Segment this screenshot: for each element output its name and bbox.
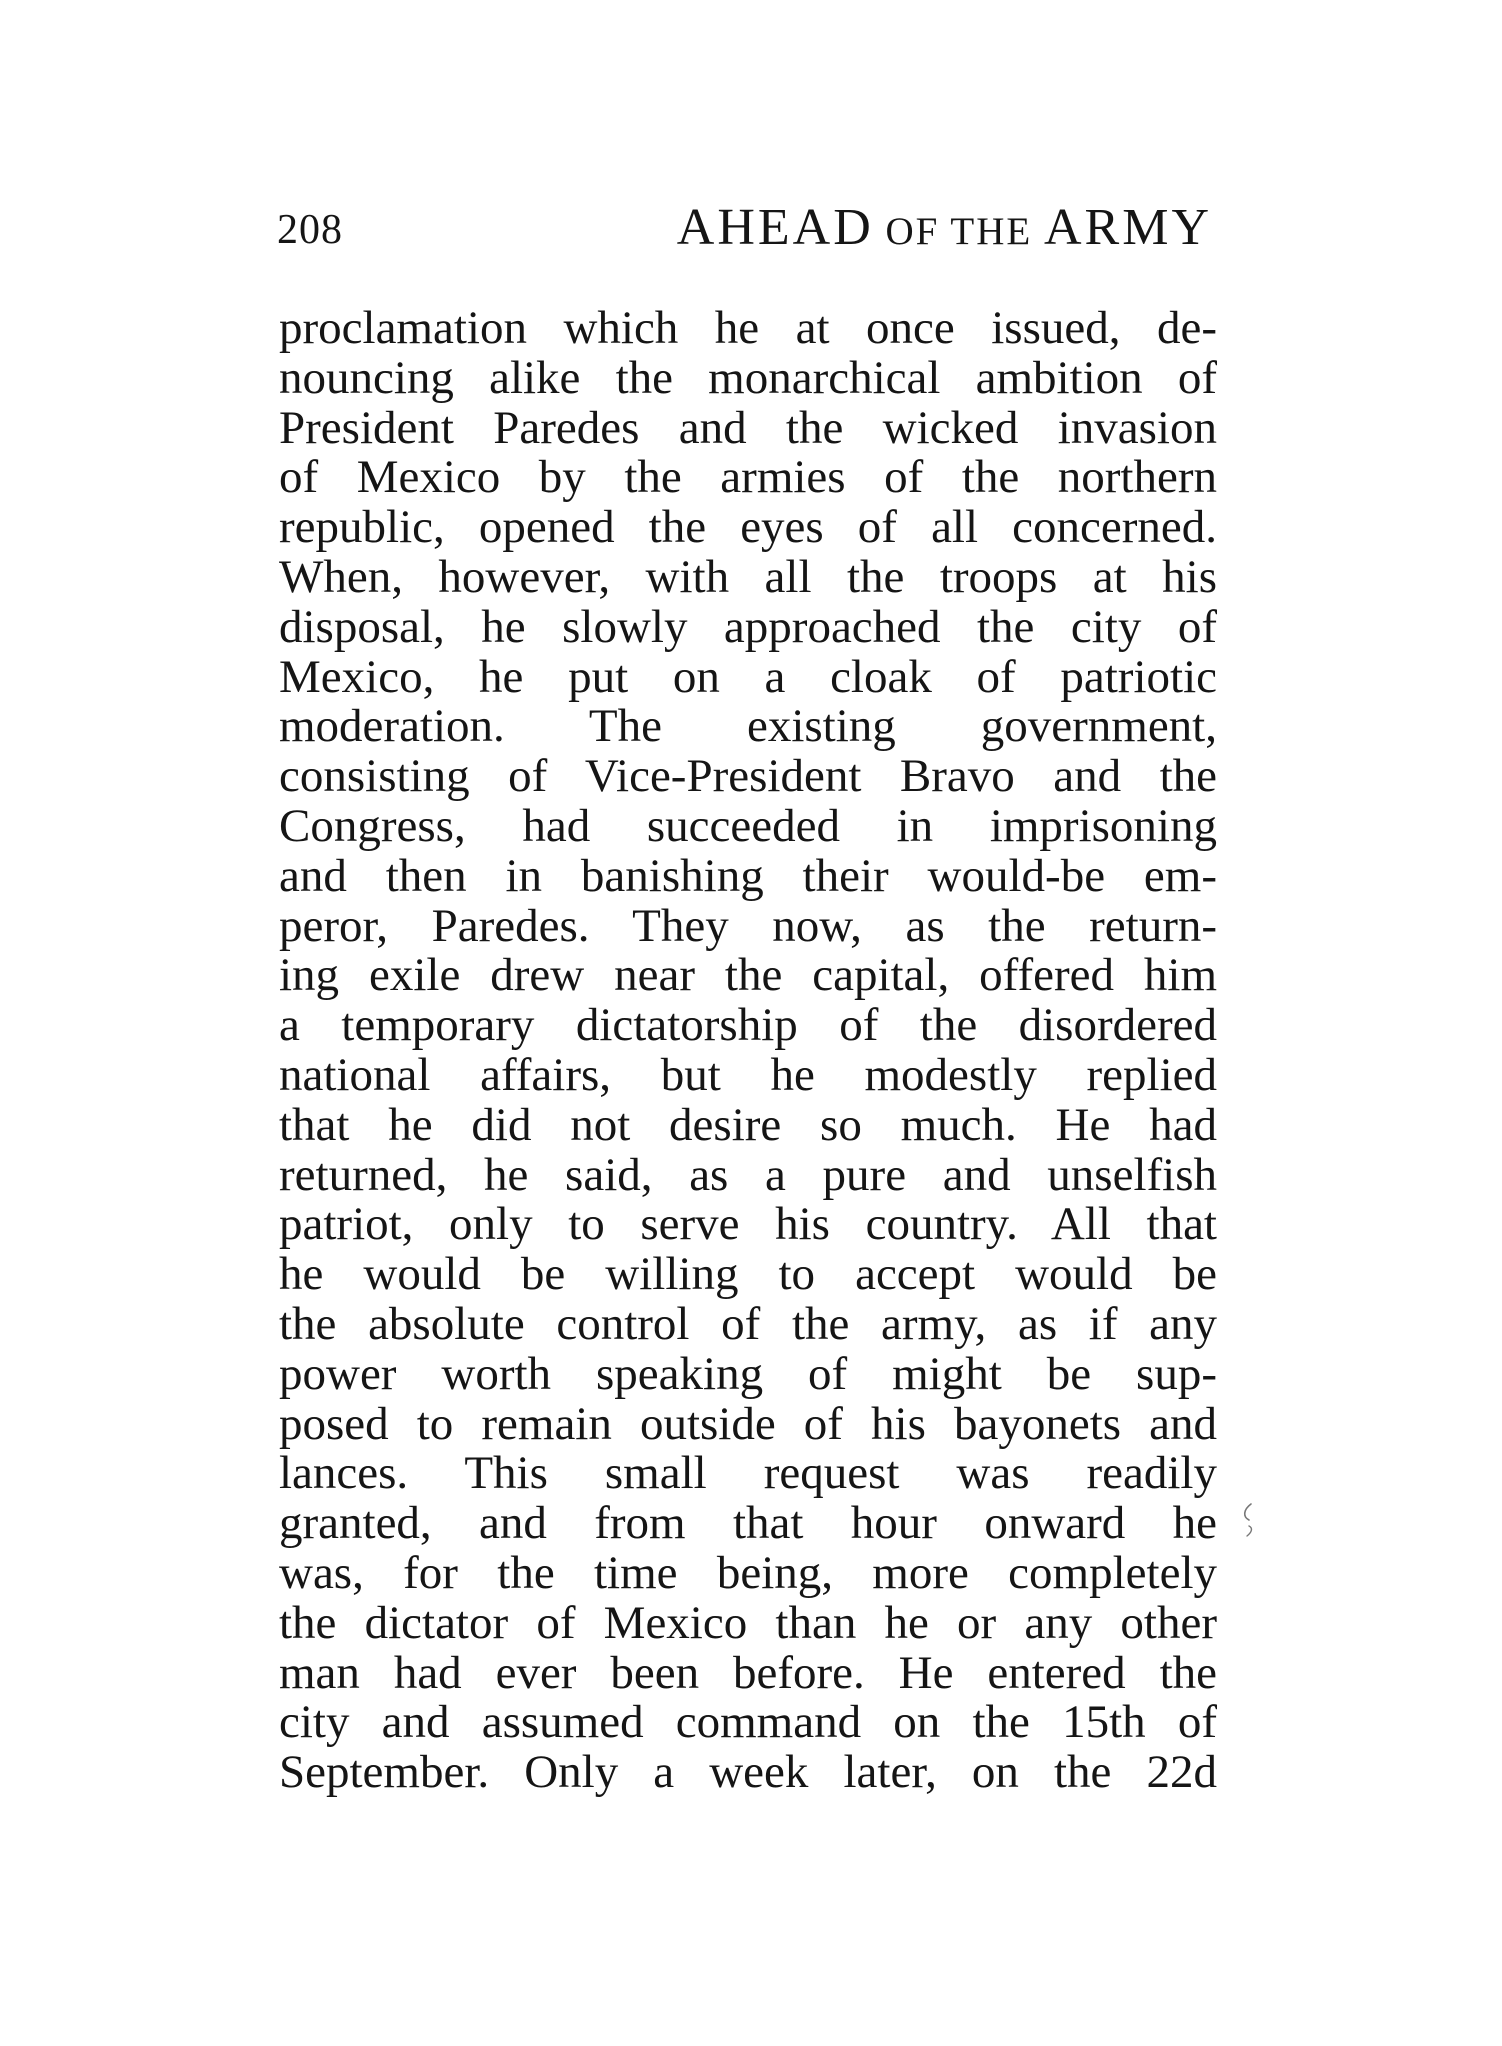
text-line: that he did not desire so much. He had — [279, 1100, 1217, 1151]
text-line: moderation. The existing government, — [279, 702, 1217, 753]
text-line: republic, opened the eyes of all concerned. — [279, 503, 1217, 553]
text-line: When, however, with all the troops at his — [279, 552, 1217, 603]
text-line: lances. This small request was readily — [279, 1449, 1217, 1500]
text-line: proclamation which he at once issued, de- — [279, 304, 1217, 354]
text-line: President Paredes and the wicked invasion — [279, 403, 1217, 454]
text-line: returned, he said, as a pure and unselfish — [279, 1150, 1217, 1201]
text-line: city and assumed command on the 15th of — [279, 1698, 1217, 1749]
running-title-word: ARMY — [1043, 199, 1212, 256]
text-line: September. Only a week later, on the 22d — [279, 1748, 1217, 1798]
text-line: disposal, he slowly approached the city of — [279, 602, 1217, 653]
text-line: Congress, had succeeded in imprisoning — [279, 801, 1217, 852]
pencil-mark-icon — [1237, 1500, 1259, 1548]
text-line: a temporary dictatorship of the disordered — [279, 1001, 1217, 1051]
text-line: nouncing alike the monarchical ambition of — [279, 353, 1217, 404]
running-title-word: AHEAD — [676, 199, 874, 256]
text-line: ing exile drew near the capital, offered him — [279, 951, 1217, 1002]
text-line: was, for the time being, more completely — [279, 1548, 1217, 1599]
text-line: he would be willing to accept would be — [279, 1250, 1217, 1300]
text-line: granted, and from that hour onward he — [279, 1499, 1217, 1549]
text-line: of Mexico by the armies of the northern — [279, 453, 1217, 504]
running-title-small-caps: OF THE — [873, 210, 1044, 253]
text-line: man had ever been before. He entered the — [279, 1648, 1217, 1699]
text-line: peror, Paredes. They now, as the return- — [279, 901, 1217, 952]
text-line: and then in banishing their would-be em- — [279, 851, 1217, 902]
text-line: Mexico, he put on a cloak of patriotic — [279, 652, 1217, 703]
running-title — [677, 200, 1212, 260]
text-line: the dictator of Mexico than he or any other — [279, 1598, 1217, 1649]
body-text — [279, 304, 1217, 1798]
running-head — [277, 200, 1212, 260]
text-line: power worth speaking of might be sup- — [279, 1349, 1217, 1400]
text-line: posed to remain outside of his bayonets and — [279, 1399, 1217, 1450]
text-line: national affairs, but he modestly replied — [279, 1050, 1217, 1101]
text-line: patriot, only to serve his country. All that — [279, 1200, 1217, 1251]
page-number: 208 — [277, 207, 343, 253]
text-line: consisting of Vice-President Bravo and the — [279, 752, 1217, 802]
text-line: the absolute control of the army, as if any — [279, 1299, 1217, 1350]
